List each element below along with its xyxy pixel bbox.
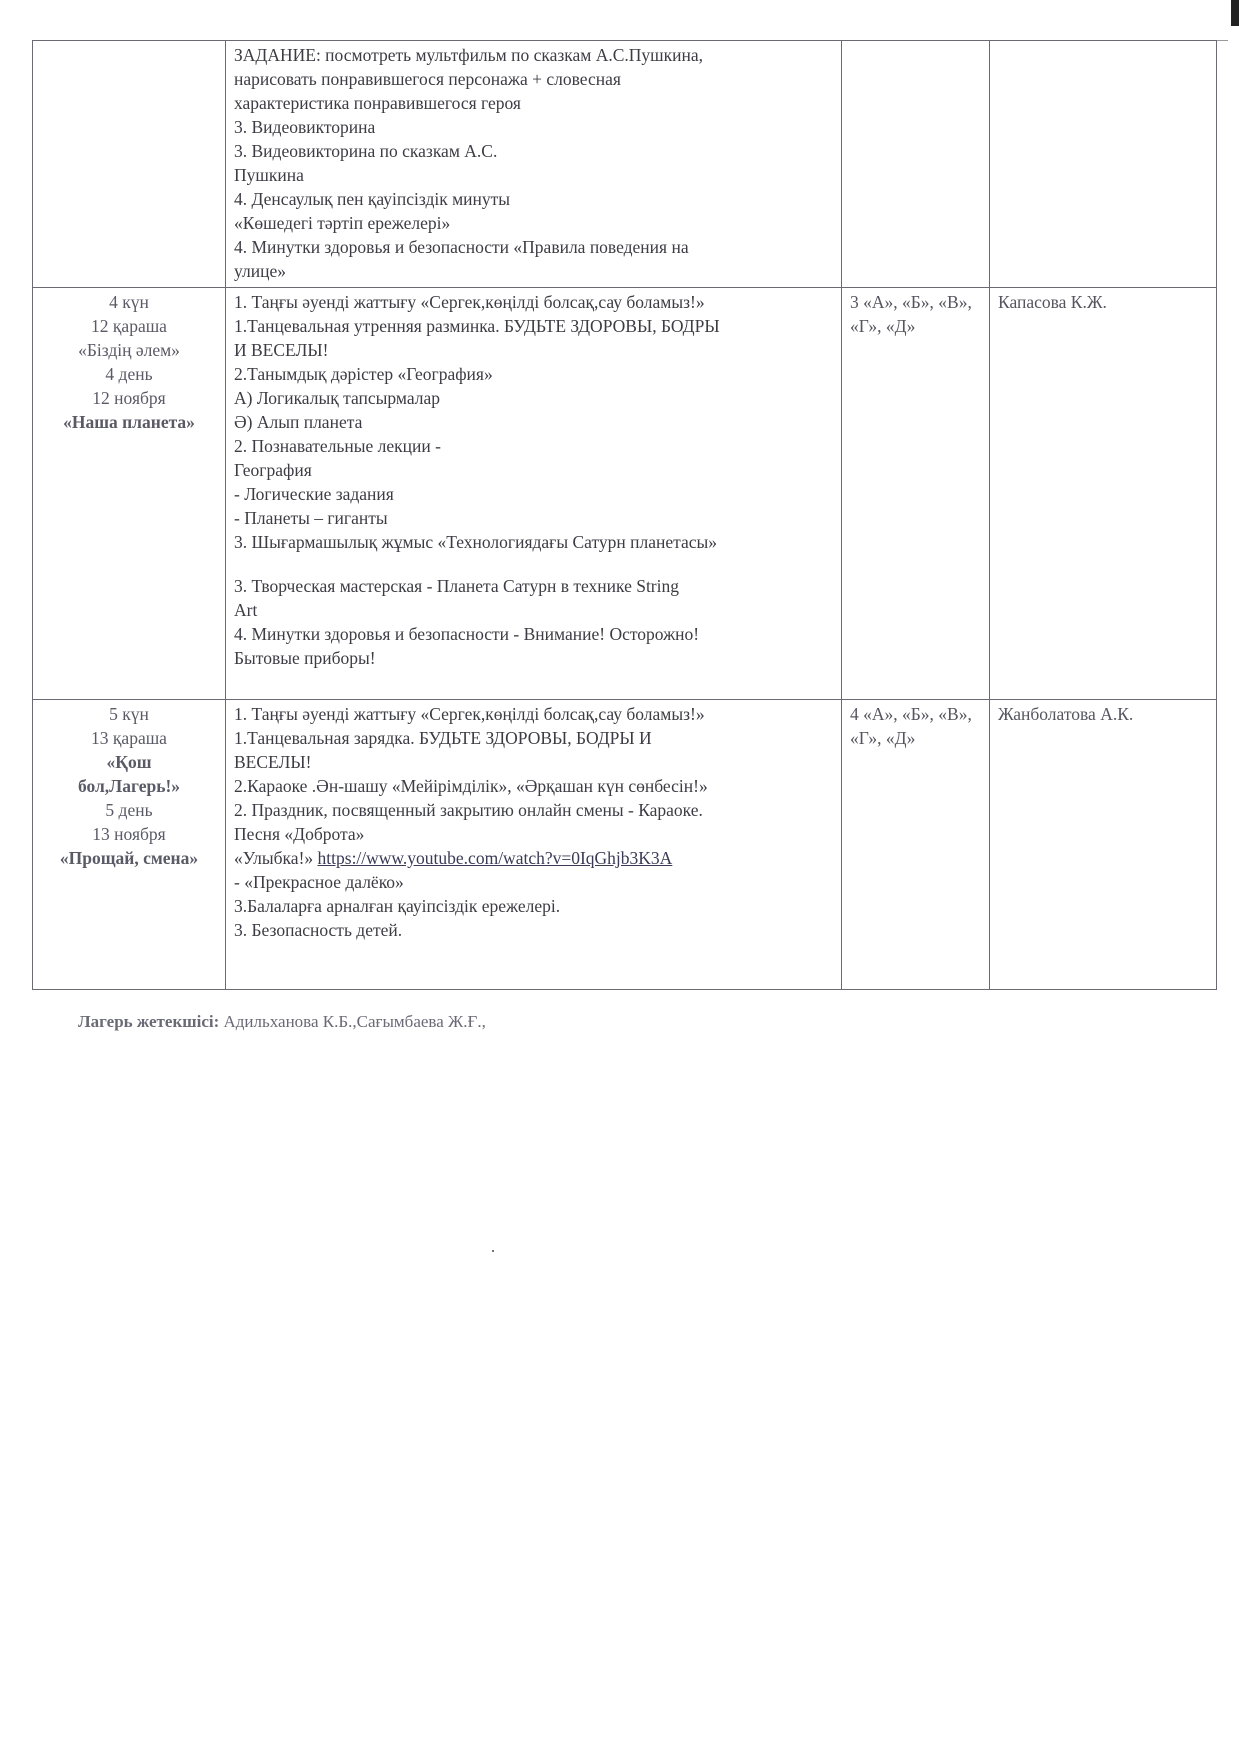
activities-cell bbox=[226, 41, 842, 288]
activity-line: 3. Безопасность детей. bbox=[234, 920, 403, 940]
activities-cell bbox=[226, 700, 842, 990]
activity-line: 2. Праздник, посвященный закрытию онлайн смены - Караоке. bbox=[234, 800, 703, 820]
day-theme-ru: «Прощай, смена» bbox=[59, 848, 199, 868]
youtube-link[interactable]: https://www.youtube.com/watch?v=0IqGhjb3K3A bbox=[317, 848, 673, 868]
activity-line: - «Прекрасное далёко» bbox=[234, 872, 404, 892]
date-ru: 12 ноября bbox=[92, 388, 166, 408]
day-cell bbox=[33, 288, 226, 700]
camp-leader-names: Адильханова К.Б.,Сағымбаева Ж.Ғ., bbox=[219, 1012, 486, 1031]
activity-line: 1.Танцевальная утренняя разминка. БУДЬТЕ ЗДОРОВЫ, БОДРЫ bbox=[234, 316, 720, 336]
day-theme-ru: «Наша планета» bbox=[63, 412, 195, 432]
table-row bbox=[33, 41, 1217, 288]
classes-cell bbox=[842, 41, 990, 288]
day-number-kz: 5 күн bbox=[109, 704, 149, 724]
activity-line: Пушкина bbox=[234, 165, 304, 185]
date-kz: 12 қараша bbox=[91, 316, 167, 336]
teacher-cell: Капасова К.Ж. bbox=[990, 288, 1217, 700]
day-theme-kz-cont: бол,Лагерь!» bbox=[77, 776, 181, 796]
activity-line: 4. Минутки здоровья и безопасности - Внимание! Осторожно! bbox=[234, 624, 700, 644]
activity-line: 2.Танымдық дәрістер «География» bbox=[234, 364, 493, 384]
day-theme-kz: «Қош bbox=[106, 752, 152, 772]
activity-line: - Планеты – гиганты bbox=[234, 508, 388, 528]
activity-line: 2. Познавательные лекции - bbox=[234, 436, 441, 456]
date-kz: 13 қараша bbox=[91, 728, 167, 748]
date-ru: 13 ноября bbox=[92, 824, 166, 844]
activity-line: «Көшедегі тәртіп ережелері» bbox=[234, 213, 451, 233]
blank-line bbox=[234, 554, 833, 574]
camp-leader-label: Лагерь жетекшісі: bbox=[78, 1012, 220, 1031]
day-cell bbox=[33, 700, 226, 990]
activity-line: И ВЕСЕЛЫ! bbox=[234, 340, 329, 360]
activity-line: ЗАДАНИЕ: посмотреть мультфильм по сказкам А.С.Пушкина, bbox=[234, 45, 704, 65]
table-row bbox=[33, 700, 1217, 990]
activity-line: 1. Таңғы әуенді жаттығу «Сергек,көңілді болсақ,сау боламыз!» bbox=[234, 704, 705, 724]
activity-line: Art bbox=[234, 600, 258, 620]
activities-cell bbox=[226, 288, 842, 700]
day-theme-kz: «Біздің әлем» bbox=[78, 340, 180, 360]
classes-cell: 3 «А», «Б», «В», «Г», «Д» bbox=[842, 288, 990, 700]
activity-line: улице» bbox=[234, 261, 286, 281]
activity-line: 1. Таңғы әуенді жаттығу «Сергек,көңілді болсақ,сау боламыз!» bbox=[234, 292, 705, 312]
activity-line: 3. Творческая мастерская - Планета Сатурн в технике String bbox=[234, 576, 679, 596]
day-number-ru: 4 день bbox=[105, 364, 153, 384]
day-cell bbox=[33, 41, 226, 288]
activity-line: 4. Минутки здоровья и безопасности «Правила поведения на bbox=[234, 237, 689, 257]
camp-schedule-table bbox=[32, 40, 1217, 990]
activity-line-with-link bbox=[234, 846, 833, 870]
activity-line: География bbox=[234, 460, 312, 480]
activity-line: 3. Видеовикторина по сказкам А.С. bbox=[234, 141, 498, 161]
table-row bbox=[33, 288, 1217, 700]
activity-line: 3. Шығармашылық жұмыс «Технологиядағы Сатурн планетасы» bbox=[234, 532, 718, 552]
activity-line: нарисовать понравившегося персонажа + словесная bbox=[234, 69, 621, 89]
activity-line: Песня «Доброта» bbox=[234, 824, 365, 844]
scan-speck bbox=[492, 1250, 494, 1252]
activity-line: - Логические задания bbox=[234, 484, 394, 504]
activity-line: 2.Караоке .Ән-шашу «Мейірімділік», «Әрқашан күн сөнбесін!» bbox=[234, 776, 708, 796]
activity-line: Бытовые приборы! bbox=[234, 648, 376, 668]
activity-line: Ә) Алып планета bbox=[234, 412, 363, 432]
link-prefix: «Улыбка!» bbox=[234, 848, 318, 868]
classes-cell: 4 «А», «Б», «В», «Г», «Д» bbox=[842, 700, 990, 990]
activity-line: 3. Видеовикторина bbox=[234, 117, 376, 137]
camp-leader-footer bbox=[78, 1012, 486, 1032]
scan-edge-line bbox=[1216, 40, 1228, 41]
activity-line: характеристика понравившегося героя bbox=[234, 93, 521, 113]
activity-line: 1.Танцевальная зарядка. БУДЬТЕ ЗДОРОВЫ, БОДРЫ И bbox=[234, 728, 652, 748]
scan-corner-mark bbox=[1231, 0, 1239, 26]
day-number-ru: 5 день bbox=[105, 800, 153, 820]
activity-line: А) Логикалық тапсырмалар bbox=[234, 388, 440, 408]
teacher-cell bbox=[990, 41, 1217, 288]
day-number-kz: 4 күн bbox=[109, 292, 149, 312]
activity-line: 4. Денсаулық пен қауіпсіздік минуты bbox=[234, 189, 511, 209]
activity-line: ВЕСЕЛЫ! bbox=[234, 752, 312, 772]
activity-line: 3.Балаларға арналған қауіпсіздік ережелері. bbox=[234, 896, 561, 916]
teacher-cell: Жанболатова А.К. bbox=[990, 700, 1217, 990]
